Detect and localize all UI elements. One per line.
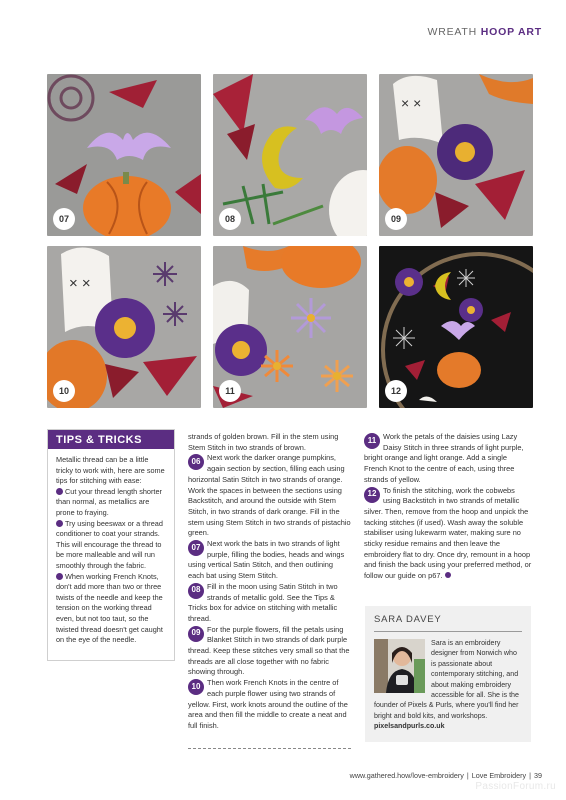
step-07: 07 Next work the bats in two strands of light purple, filling the bodies, heads and wings using vertical Satin Stitch, and then outlining each bat using Stem Stitch. [188,539,345,581]
author-portrait-image [374,639,425,693]
photo-number: 11 [219,380,241,402]
photo-number: 08 [219,208,241,230]
svg-text:× ×: × × [401,95,422,111]
column-divider [188,748,351,749]
bullet-dot-icon [56,573,63,580]
tips-tricks-box [47,429,175,661]
continued-text: strands of golden brown. Fill in the stem using Stem Stitch in two strands of brown. [188,432,339,452]
page-footer: www.gathered.how/love-embroidery | Love Embroidery | 39 [349,771,542,780]
watermark: PassionForum.ru [475,781,556,792]
author-bio: Sara is an embroidery designer from Norwich who is passionate about contemporary stitching, and about making embroidery accessible for all. She is the founder of Pixels & Purls, where you'll find her bright and bold kits, and workshops. pixelsandpurls.co.uk [374,639,519,731]
step-number-badge: 06 [188,454,204,470]
step-photo-07 [47,74,201,236]
step-06: 06 Next work the darker orange pumpkins, again section by section, filling each using horizontal Satin Stitch in two strands of orange. Work the spaces in between the sections using Backstitch, and around the outside with Stem Stitch, in two strands of dark orange. Fill in the stem using Stem Stitch in two strands of pistachio green. [188,453,351,538]
tips-title: TIPS & TRICKS [48,430,174,449]
footer-url[interactable]: www.gathered.how/love-embroidery [349,771,464,780]
tips-bullet: When working French Knots, don't add more than two or three twists of the needle and keep the tension on the working thread even, but not too taut, so the twisted thread doesn't get caught on the eye of the needle. [56,571,163,645]
step-number-badge: 09 [188,626,204,642]
end-mark-icon [445,572,451,578]
page-header [428,26,543,38]
step-photo-12 [379,246,533,408]
step-11: 11 Work the petals of the daisies using Lazy Daisy Stitch in three strands of light purple, bright orange and light orange. Add a single French Knot to the centre of each, using three strands of yellow. [364,432,524,484]
step-number-badge: 08 [188,583,204,599]
photo-number: 10 [53,380,75,402]
bullet-dot-icon [56,520,63,527]
author-photo [374,639,425,693]
tips-bullet: Cut your thread length shorter than normal, as metallics are prone to fraying. [56,486,162,517]
tips-intro: Metallic thread can be a little tricky to work with, here are some tips for stitching with ease: [56,455,165,486]
instructions-column-1 [188,432,351,732]
section-highlight: HOOP ART [480,26,542,38]
step-number-badge: 10 [188,679,204,695]
tips-bullet: Try using beeswax or a thread conditioner to coat your strands. This will encourage the thread to be more malleable and will run smoothly through the fabric. [56,518,163,570]
photo-number: 12 [385,380,407,402]
step-10: 10 Then work French Knots in the centre of each purple flower using two strands of yellow. First, work knots around the outline of the area and then fill the middle to create a neat and full finish. [188,678,348,730]
author-website-link[interactable]: pixelsandpurls.co.uk [374,722,445,731]
instructions-column-2 [364,432,532,582]
photo-number: 09 [385,208,407,230]
step-number-badge: 07 [188,540,204,556]
step-08: 08 Fill in the moon using Satin Stitch in two strands of metallic gold. See the Tips & Tricks box for advice on stitching with metallic thread. [188,581,338,623]
author-box [365,606,531,742]
photo-number: 07 [53,208,75,230]
step-photo-09 [379,74,533,236]
section-name: WREATH [427,26,478,38]
footer-magazine: Love Embroidery [471,771,527,780]
bullet-dot-icon [56,488,63,495]
step-12: 12 To finish the stitching, work the cobwebs using Backstitch in two strands of metallic silver. Then, remove from the hoop and unpick the tacking stitches (if used). Wash away the soluble stabiliser using lukewarm water, making sure no sticky residue remains and then leave the embroidery flat to dry. Once dry, remount in a hoop and finish the back using your preferred method, or follow our guide on p67. [364,485,532,581]
step-photo-08 [213,74,367,236]
tips-body [48,449,174,652]
svg-text:× ×: × × [69,275,91,292]
step-number-badge: 11 [364,433,380,449]
step-number-badge: 12 [364,487,380,503]
author-name: SARA DAVEY [374,614,522,632]
page-number: 39 [534,771,542,780]
step-09: 09 For the purple flowers, fill the petals using Blanket Stitch in two strands of dark purple thread. Keep these stitches very small so that the threads are all close together with no fabric showing through. [188,624,350,677]
step-photo-10 [47,246,201,408]
step-photo-11 [213,246,367,408]
